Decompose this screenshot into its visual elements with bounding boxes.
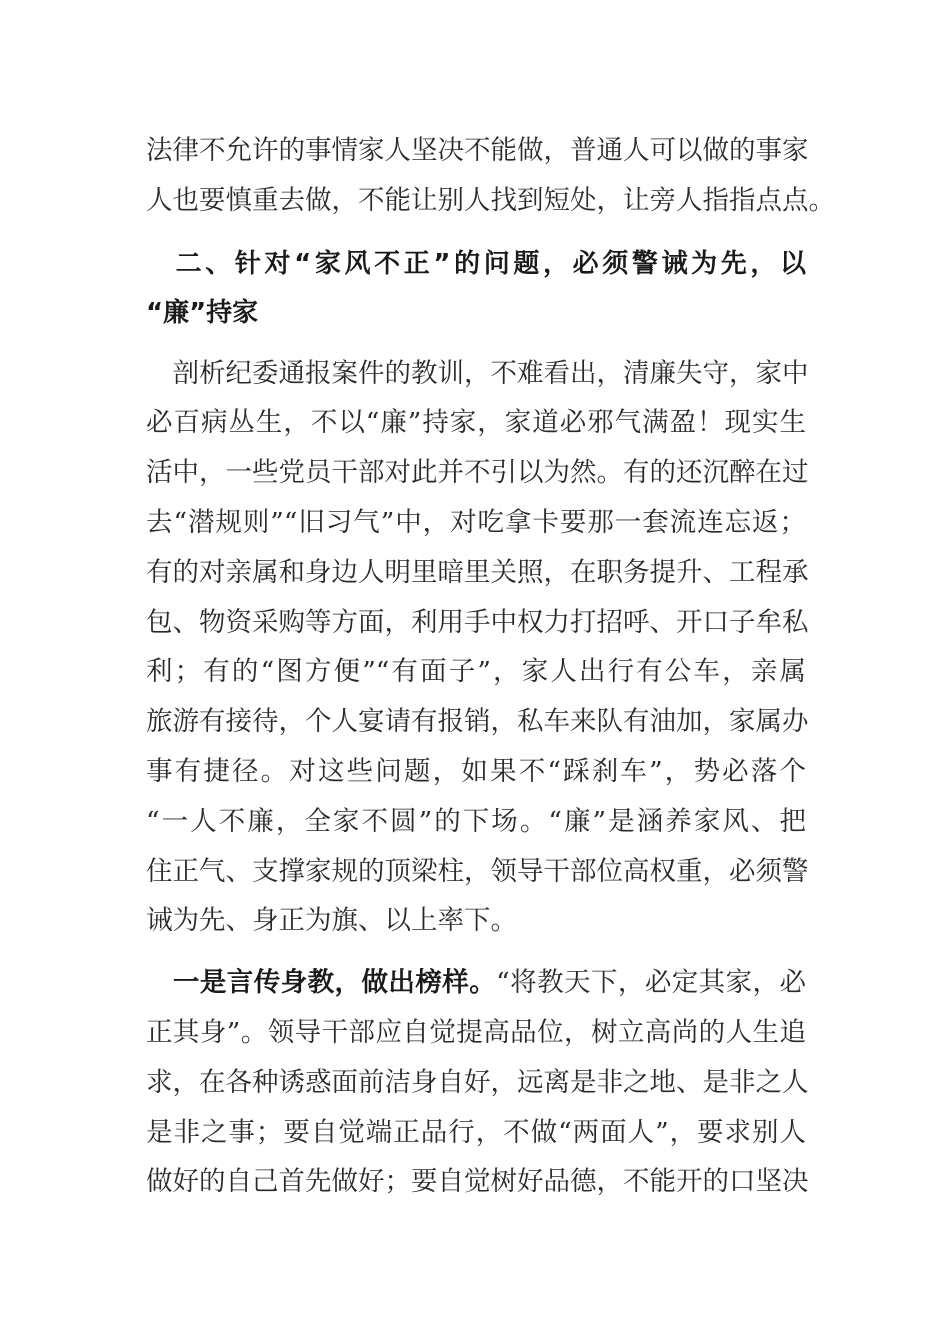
text-line: 事有捷径。对这些问题，如果不“踩刹车”，势必落个 [146, 756, 806, 787]
text-line: 剖析纪委通报案件的教训，不难看出，清廉失守，家中 [146, 358, 809, 389]
text-line: 做好的自己首先做好；要自觉树好品德，不能开的口坚决 [146, 1166, 809, 1197]
text-line: 旅游有接待，个人宴请有报销，私车来队有油加，家属办 [146, 706, 809, 737]
subsection-lead: 一是言传身教，做出榜样。 [146, 967, 497, 998]
text-line [146, 963, 806, 1003]
text-run: “将教天下，必定其家，必 [496, 967, 806, 998]
text-line: 求，在各种诱惑面前洁身自好，远离是非之地、是非之人 [146, 1067, 809, 1098]
text-line: 诫为先、身正为旗、以上率下。 [146, 905, 517, 936]
section-heading-line: “廉”持家 [146, 298, 259, 328]
text-line: 去“潜规则”“旧习气”中，对吃拿卡要那一套流连忘返； [146, 507, 806, 538]
text-line: 必百病丛生，不以“廉”持家，家道必邪气满盈！现实生 [146, 407, 806, 438]
text-line: 包、物资采购等方面，利用手中权力打招呼、开口子牟私 [146, 607, 809, 638]
text-line: 人也要慎重去做，不能让别人找到短处，让旁人指指点点。 [146, 185, 835, 216]
text-line: “一人不廉，全家不圆”的下场。“廉”是涵养家风、把 [146, 806, 806, 837]
text-line: 住正气、支撑家规的顶梁柱，领导干部位高权重，必须警 [146, 856, 809, 887]
section-heading-line: 二、针对“家风不正”的问题，必须警诫为先，以 [146, 249, 806, 279]
text-line: 是非之事；要自觉端正品行，不做“两面人”，要求别人 [146, 1117, 806, 1148]
text-line: 利；有的“图方便”“有面子”，家人出行有公车，亲属 [146, 656, 806, 687]
text-line: 有的对亲属和身边人明里暗里关照，在职务提升、工程承 [146, 557, 809, 588]
text-line: 法律不允许的事情家人坚决不能做，普通人可以做的事家 [146, 135, 809, 166]
text-line: 活中，一些党员干部对此并不引以为然。有的还沉醉在过 [146, 457, 809, 488]
text-line: 正其身”。领导干部应自觉提高品位，树立高尚的人生追 [146, 1017, 806, 1048]
